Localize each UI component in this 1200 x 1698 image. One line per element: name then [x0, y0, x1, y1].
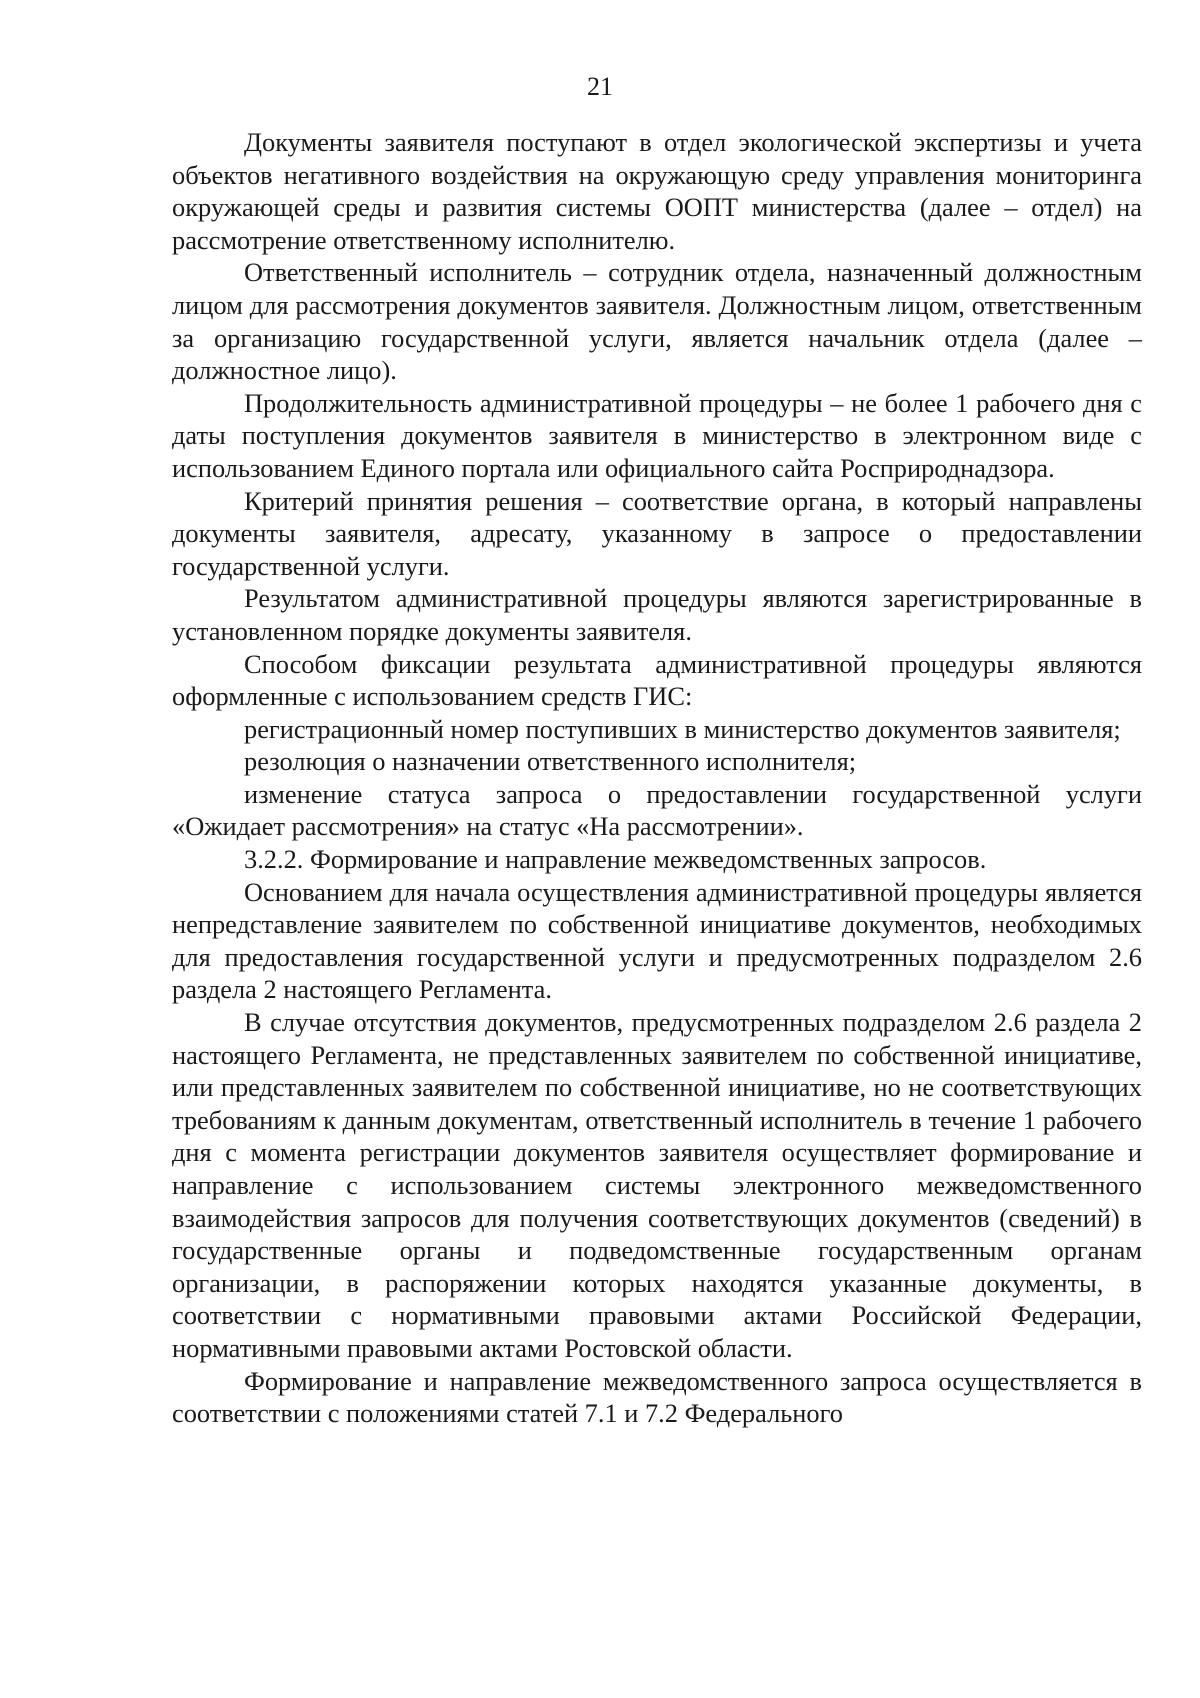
paragraph-responsible-executor: Ответственный исполнитель – сотрудник отдела, назначенный должностным лицом для рассмотрения документов заявителя. Должностным лицом, ответственным за организацию государственной услуги, является начальник отдела (далее – должностное лицо). — [172, 257, 1142, 386]
paragraph-procedure-result: Результатом административной процедуры являются зарегистрированные в установленном порядке документы заявителя. — [172, 583, 1142, 646]
paragraph-missing-documents: В случае отсутствия документов, предусмотренных подразделом 2.6 раздела 2 настоящего Регламента, не представленных заявителем по собственной инициативе, или представленных заявителем по собственной инициативе, но не соответствующих требованиям к данным документам, ответственный исполнитель в течение 1 рабочего дня с момента регистрации документов заявителя осуществляет формирование и направление с использованием системы электронного межведомственного взаимодействия запросов для получения соответствующих документов (сведений) в государственные органы и подведомственные государственным органам организации, в распоряжении которых находятся указанные документы, в соответствии с нормативными правовыми актами Российской Федерации, нормативными правовыми актами Ростовской области. — [172, 1007, 1142, 1363]
paragraph-resolution: резолюция о назначении ответственного исполнителя; — [244, 746, 857, 777]
paragraph-documents-intake: Документы заявителя поступают в отдел экологической экспертизы и учета объектов негативного воздействия на окружающую среду управления мониторинга окружающей среды и развития системы ООПТ министерства (далее – отдел) на рассмотрение ответственному исполнителю. — [172, 127, 1142, 255]
paragraph-result-recording: Способом фиксации результата административной процедуры являются оформленные с использованием средств ГИС: — [172, 648, 1142, 712]
document-body — [172, 126, 1142, 1430]
paragraph-interagency-request: Формирование и направление межведомственного запроса осуществляется в соответствии с положениями статей 7.1 и 7.2 Федерального — [172, 1365, 1142, 1429]
section-heading-3-2-2: 3.2.2. Формирование и направление межведомственных запросов. — [244, 844, 987, 875]
paragraph-procedure-duration: Продолжительность административной процедуры – не более 1 рабочего дня с даты поступления документов заявителя в министерство в электронном виде с использованием Единого портала или официального сайта Росприроднадзора. — [172, 387, 1142, 483]
page-number: 21 — [587, 72, 613, 101]
paragraph-decision-criterion: Критерий принятия решения – соответствие органа, в который направлены документы заявителя, адресату, указанному в запросе о предоставлении государственной услуги. — [172, 485, 1142, 581]
paragraph-registration-number: регистрационный номер поступивших в министерство документов заявителя; — [244, 713, 1121, 744]
paragraph-status-change: изменение статуса запроса о предоставлении государственной услуги «Ожидает рассмотрения» на статус «На рассмотрении». — [172, 778, 1142, 842]
paragraph-grounds: Основанием для начала осуществления административной процедуры является непредставление заявителем по собственной инициативе документов, необходимых для предоставления государственной услуги и предусмотренных подразделом 2.6 раздела 2 настоящего Регламента. — [172, 876, 1142, 1005]
